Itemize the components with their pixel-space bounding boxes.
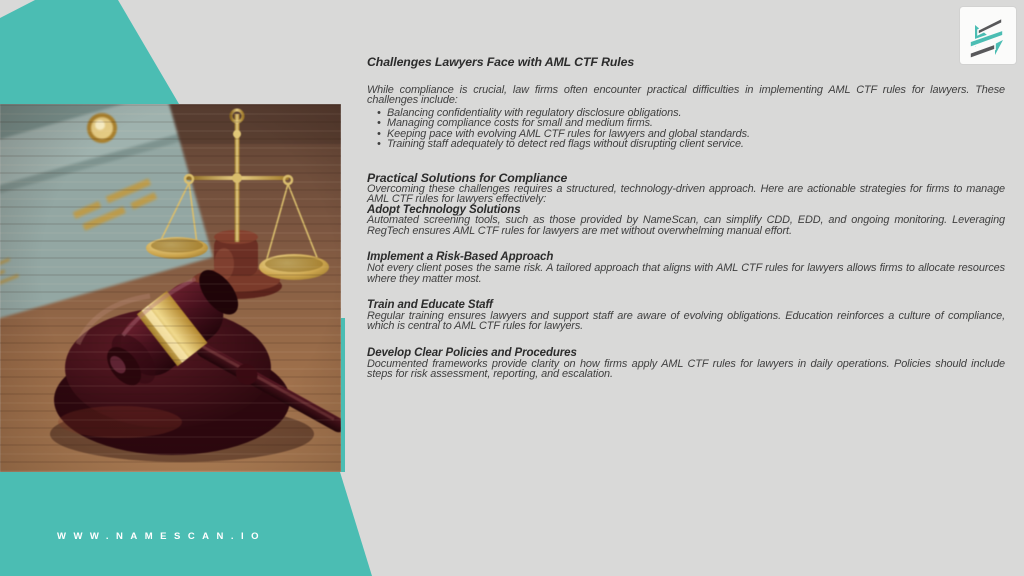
subsection-body: Automated screening tools, such as those provided by NameScan, can simplify CDD, EDD, and ongoing monitoring. Leveraging RegTech ensures AML CTF rules for lawyers are met without overwhelming manual effort. (367, 214, 1005, 237)
teal-accent-bottom-left (0, 472, 400, 576)
gold-medallion (87, 113, 117, 143)
subsection-body: Not every client poses the same risk. A tailored approach that aligns with AML CTF rules for lawyers allows firms to allocate resources where they matter most. (367, 262, 1005, 285)
namescan-logo-tile (960, 7, 1016, 64)
subsection-title: Develop Clear Policies and Procedures (367, 346, 577, 359)
subsection-policies (367, 348, 1005, 380)
list-item: • Training staff adequately to detect red flags without disrupting client service. (367, 139, 1005, 149)
section2-intro: Overcoming these challenges requires a structured, technology-driven approach. Here are actionable strategies for firms to manage AML CTF rules for lawyers effectively: (367, 182, 1005, 206)
teal-accent-top-left (0, 0, 220, 104)
subsection-risk-based (367, 252, 1005, 284)
gavel-scales-photo (0, 104, 341, 472)
list-item: • Managing compliance costs for small and medium firms. (367, 118, 1005, 128)
namescan-logo-icon (960, 7, 1016, 64)
subsection-title: Train and Educate Staff (367, 299, 493, 312)
section2-heading: Practical Solutions for Compliance (367, 170, 568, 185)
section1-intro: While compliance is crucial, law firms often encounter practical difficulties in implementing AML CTF rules for lawyers. These challenges include: (367, 84, 1005, 107)
list-item: • Keeping pace with evolving AML CTF rules for lawyers and global standards. (367, 129, 1005, 139)
photo-illustration (0, 104, 341, 472)
website-url: WWW.NAMESCAN.IO (57, 531, 267, 542)
challenges-list (367, 108, 1005, 150)
subsection-adopt-technology (367, 205, 1005, 237)
subsection-body: Documented frameworks provide clarity on how firms apply AML CTF rules for lawyers in daily operations. Policies should include steps for risk assessment, reporting, and escalation. (367, 357, 1005, 380)
subsection-train-staff (367, 300, 1005, 332)
subsection-title: Adopt Technology Solutions (367, 203, 521, 216)
teal-accent-edge (341, 318, 345, 472)
subsection-body: Regular training ensures lawyers and support staff are aware of evolving obligations. Education reinforces a culture of compliance, which is central to AML CTF rules for lawyers. (367, 309, 1005, 333)
subsection-title: Implement a Risk-Based Approach (367, 251, 554, 264)
slide-text-content (367, 56, 1005, 379)
section1-heading: Challenges Lawyers Face with AML CTF Rules (367, 55, 635, 69)
list-item: • Balancing confidentiality with regulatory disclosure obligations. (367, 108, 1005, 118)
